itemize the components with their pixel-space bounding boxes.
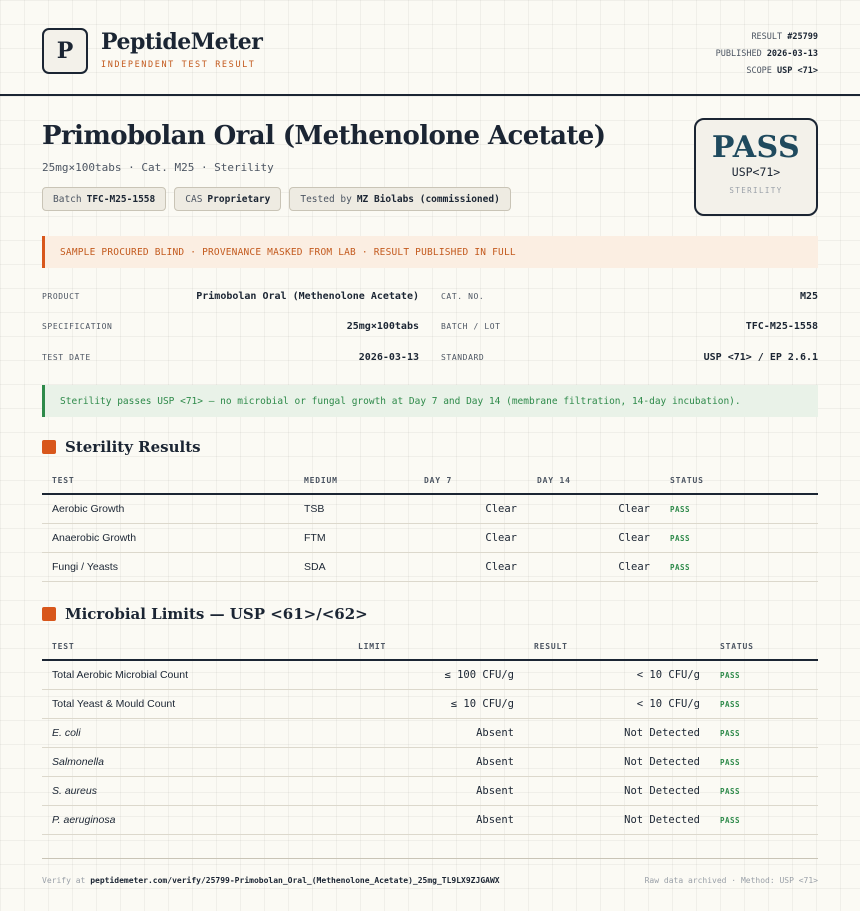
col-limit: LIMIT <box>348 633 524 660</box>
status-badge: PASS <box>720 699 741 709</box>
spec-test-date: TEST DATE 2026-03-13 <box>42 351 419 363</box>
chip-cas: CAS Proprietary <box>174 187 281 211</box>
col-test: TEST <box>42 467 294 494</box>
verdict-standard: USP<71> <box>731 165 781 179</box>
procurement-notice: SAMPLE PROCURED BLIND · PROVENANCE MASKED FROM LAB · RESULT PUBLISHED IN FULL <box>42 236 818 268</box>
col-medium: MEDIUM <box>294 467 414 494</box>
microbial-table <box>42 633 818 835</box>
table-row: Total Aerobic Microbial Count ≤ 100 CFU/g < 10 CFU/g PASS <box>42 660 818 689</box>
status-badge: PASS <box>720 757 741 767</box>
spec-product: PRODUCT Primobolan Oral (Methenolone Acetate) <box>42 290 419 302</box>
status-badge: PASS <box>670 562 691 572</box>
footer-method: Raw data archived · Method: USP <71> <box>644 876 818 885</box>
verdict-stamp <box>694 118 818 216</box>
table-row: P. aeruginosa Absent Not Detected PASS <box>42 805 818 834</box>
sterility-section-title: Sterility Results <box>42 438 201 456</box>
sterility-table <box>42 467 818 582</box>
status-badge: PASS <box>670 504 691 514</box>
page-footer <box>42 858 818 885</box>
brand-name: PeptideMeter <box>101 29 263 55</box>
verify-line: Verify at peptidemeter.com/verify/25799-Primobolan_Oral_(Methenolone_Acetate)_25mg_TL9LX9ZJGAWX <box>42 876 500 885</box>
microbial-section-title: Microbial Limits — USP <61>/<62> <box>42 605 368 623</box>
summary-banner: Sterility passes USP <71> — no microbial or fungal growth at Day 7 and Day 14 (membrane filtration, 14-day incubation). <box>42 385 818 417</box>
table-row: E. coli Absent Not Detected PASS <box>42 718 818 747</box>
verdict-scope: STERILITY <box>729 186 783 195</box>
col-day7: DAY 7 <box>414 467 527 494</box>
table-row: Salmonella Absent Not Detected PASS <box>42 747 818 776</box>
col-status: STATUS <box>710 633 818 660</box>
brand-logo: P <box>42 28 88 74</box>
spec-standard: STANDARD USP <71> / EP 2.6.1 <box>441 351 818 363</box>
status-badge: PASS <box>720 670 741 680</box>
col-day14: DAY 14 <box>527 467 660 494</box>
meta-published: PUBLISHED 2026-03-13 <box>715 49 818 59</box>
verify-link[interactable]: peptidemeter.com/verify/25799-Primobolan_Oral_(Methenolone_Acetate)_25mg_TL9LX9ZJGAWX <box>90 876 500 885</box>
table-row: S. aureus Absent Not Detected PASS <box>42 776 818 805</box>
spec-cat-no: CAT. NO. M25 <box>441 290 818 302</box>
table-row: Total Yeast & Mould Count ≤ 10 CFU/g < 10 CFU/g PASS <box>42 689 818 718</box>
chip-batch: Batch TFC-M25-1558 <box>42 187 166 211</box>
chip-tested-by: Tested by MZ Biolabs (commissioned) <box>289 187 510 211</box>
status-badge: PASS <box>720 786 741 796</box>
meta-scope: SCOPE USP <71> <box>746 66 818 76</box>
verdict-word: PASS <box>711 130 801 165</box>
status-badge: PASS <box>720 728 741 738</box>
table-row: Aerobic Growth TSB Clear Clear PASS <box>42 494 818 523</box>
col-result: RESULT <box>524 633 710 660</box>
section-marker-icon <box>42 440 56 454</box>
brand-subtitle: INDEPENDENT TEST RESULT <box>101 60 256 70</box>
result-meta <box>716 29 818 80</box>
spec-grid <box>42 281 818 373</box>
meta-result: RESULT #25799 <box>751 32 818 42</box>
table-row: Anaerobic Growth FTM Clear Clear PASS <box>42 523 818 552</box>
page-header <box>0 0 860 96</box>
spec-batch: BATCH / LOT TFC-M25-1558 <box>441 321 818 333</box>
product-subtitle: 25mg×100tabs · Cat. M25 · Sterility <box>42 161 274 174</box>
product-chips <box>42 187 511 211</box>
col-status: STATUS <box>660 467 818 494</box>
col-test: TEST <box>42 633 348 660</box>
status-badge: PASS <box>670 533 691 543</box>
table-row: Fungi / Yeasts SDA Clear Clear PASS <box>42 552 818 581</box>
status-badge: PASS <box>720 815 741 825</box>
section-marker-icon <box>42 607 56 621</box>
spec-specification: SPECIFICATION 25mg×100tabs <box>42 321 419 333</box>
product-title: Primobolan Oral (Methenolone Acetate) <box>42 121 606 151</box>
